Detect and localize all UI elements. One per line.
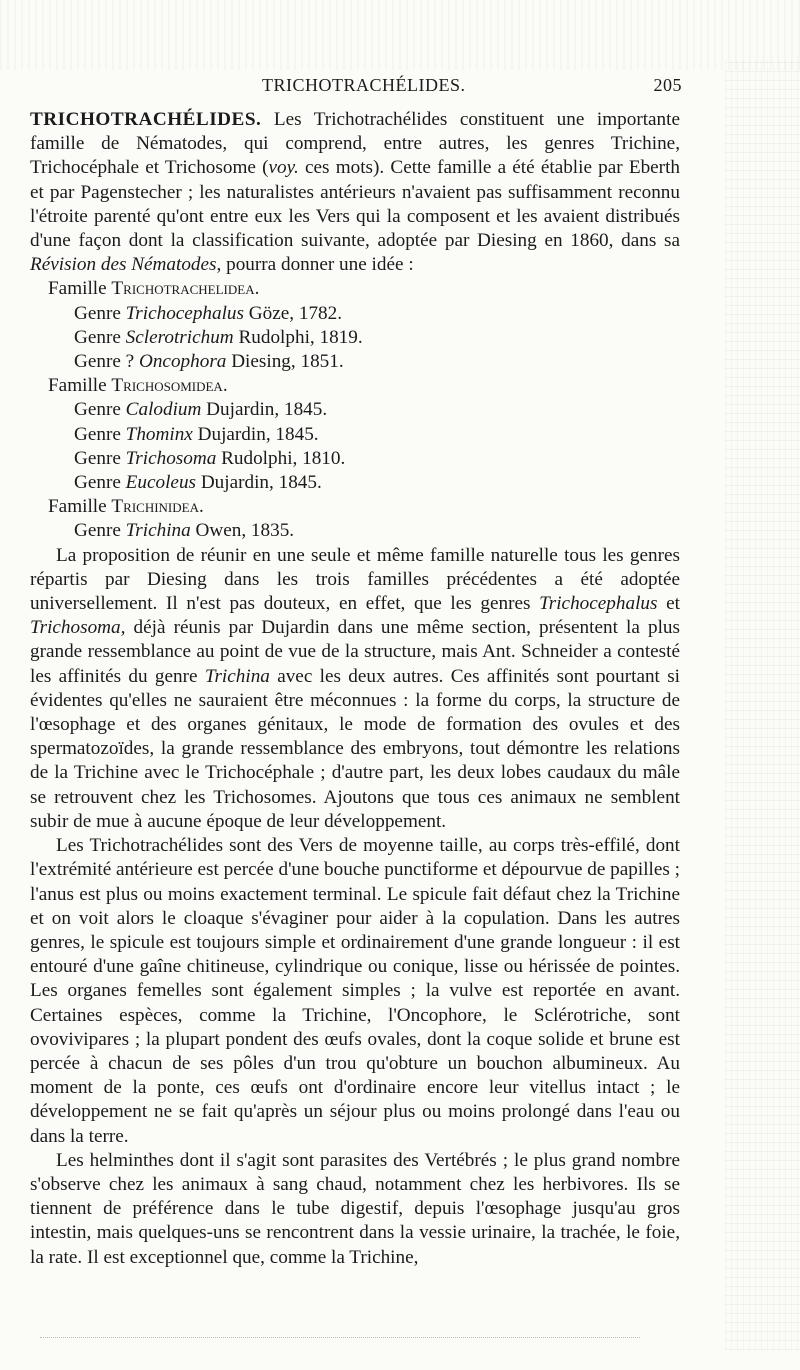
- classification-list: [30, 277, 680, 543]
- scan-noise-top: [0, 0, 800, 70]
- genre-author: Dujardin, 1845.: [196, 472, 322, 494]
- genre-prefix: Genre: [74, 399, 126, 421]
- genre-line: [30, 471, 680, 495]
- genre-name: Sclerotrichum: [125, 326, 234, 348]
- entry-heading: TRICHOTRACHÉLIDES.: [30, 109, 262, 130]
- intro-text-3: , pourra donner une idée :: [216, 254, 414, 276]
- intro-text-1: Les Trichotrachélides constituent une importante famille de Nématodes, qui comprend, entre autres, les genres Trichine, Trichocéphale et Trichosome (: [30, 109, 680, 179]
- famille-name: Trichinidea.: [111, 496, 204, 518]
- genre-prefix: Genre ?: [74, 351, 139, 373]
- famille-line: [30, 374, 680, 398]
- page-number: 205: [653, 75, 682, 95]
- scan-bottom-artifact: [40, 1337, 640, 1339]
- paragraph-description: Les Trichotrachélides sont des Vers de moyenne taille, au corps très-effilé, dont l'extrémité antérieure est percée d'une bouche punctiforme et dépourvue de papilles ; l'anus est plus ou moins exactement terminal. Le spicule fait défaut chez la Trichine et on voit alors le cloaque s'évaginer pour aider à la copulation. Dans les autres genres, le spicule est toujours simple et ordinairement d'une grande longueur : il est entouré d'une gaîne chitineuse, cylindrique ou conique, lisse ou hérissée de pointes. Les organes femelles sont également simples ; la vulve est reportée en avant. Certaines espèces, comme la Trichine, l'Oncophore, le Sclérotriche, sont ovovivipares ; la plupart pondent des œufs ovales, dont la coque solide et brune est percée à chacun de ses pôles d'un trou qu'obture un bouchon albumineux. Au moment de la ponte, ces œufs ont d'ordinaire encore leur vitellus intact ; le développement ne se fait qu'après un séjour plus ou moins prolongé dans l'eau ou dans la terre.: [30, 835, 680, 1147]
- para2-text-2: et: [657, 593, 680, 615]
- genre-line: [30, 326, 680, 350]
- genre-name: Eucoleus: [125, 472, 197, 494]
- genre-author: Owen, 1835.: [190, 520, 295, 542]
- famille-line: [30, 277, 680, 301]
- genre-line: [30, 423, 680, 447]
- scan-noise-right-margin: [725, 60, 800, 1350]
- genre-author: Diesing, 1851.: [226, 351, 344, 373]
- genre-line: [30, 519, 680, 543]
- paragraph-affinities: [30, 544, 680, 834]
- famille-name: Trichotrachelidea.: [111, 278, 260, 300]
- genre-author: Dujardin, 1845.: [192, 423, 319, 445]
- intro-paragraph: [30, 108, 680, 277]
- genre-name: Trichosoma: [125, 447, 217, 469]
- genre-prefix: Genre: [74, 447, 126, 469]
- famille-label: Famille: [48, 496, 112, 518]
- running-title: TRICHOTRACHÉLIDES.: [262, 75, 466, 95]
- para2-genus-trichocephalus: Trichocephalus: [539, 593, 658, 615]
- paragraph-habitat: Les helminthes dont il s'agit sont parasites des Vertébrés ; le plus grand nombre s'observe chez les animaux à sang chaud, notamment chez les herbivores. Ils se tiennent de préférence dans le tube digestif, depuis l'œsophage jusqu'au gros intestin, mais quelques-uns se rencontrent dans la vessie urinaire, la trachée, le foie, la rate. Il est exceptionnel que, comme la Trichine,: [30, 1149, 680, 1268]
- famille-name: Trichosomidea.: [111, 375, 228, 397]
- genre-prefix: Genre: [74, 520, 126, 542]
- genre-prefix: Genre: [74, 472, 126, 494]
- article-body: [30, 108, 680, 1270]
- genre-name: Calodium: [125, 399, 202, 421]
- para2-genus-trichosoma: Trichosoma,: [30, 617, 126, 639]
- intro-revision-title: Révision des Nématodes: [30, 254, 217, 276]
- para2-text-3: déjà réunis par Dujardin dans une même section, présentent la plus grande ressemblance au point de vue de la structure, mais Ant. Schneider a contesté les affinités du genre: [30, 617, 680, 687]
- genre-name: Trichina: [125, 520, 191, 542]
- genre-author: Göze, 1782.: [244, 302, 343, 324]
- genre-author: Rudolphi, 1819.: [233, 326, 363, 348]
- genre-line: [30, 447, 680, 471]
- genre-name: Thominx: [125, 423, 193, 445]
- genre-line: [30, 398, 680, 422]
- genre-line: [30, 302, 680, 326]
- genre-prefix: Genre: [74, 302, 126, 324]
- famille-label: Famille: [48, 375, 112, 397]
- intro-text-2: ces mots). Cette famille a été établie par Eberth et par Pagenstecher ; les naturalistes antérieurs n'avaient pas suffisamment reconnu l'étroite parenté qu'ont entre eux les Vers qui la composent et les avaient distribués d'une façon dont la classification suivante, adoptée par Diesing en 1860, dans sa: [30, 157, 680, 252]
- para2-text-1: La proposition de réunir en une seule et même famille naturelle tous les genres répartis par Diesing dans les trois familles précédentes a été adoptée universellement. Il n'est pas douteux, en effet, que les genres: [30, 544, 680, 615]
- genre-author: Dujardin, 1845.: [201, 399, 328, 421]
- intro-voy: voy.: [268, 157, 299, 179]
- genre-author: Rudolphi, 1810.: [216, 447, 346, 469]
- genre-prefix: Genre: [74, 326, 126, 348]
- running-header: [262, 75, 682, 96]
- genre-line: [30, 350, 680, 374]
- para2-text-4: avec les deux autres. Ces affinités sont pourtant si évidentes qu'elles ne sauraient être méconnues : la forme du corps, la structure de l'œsophage et des organes génitaux, le mode de formation des ovules et des spermatozoïdes, la grande ressemblance des embryons, tout démontre les relations de la Trichine avec le Trichocéphale ; d'autre part, les deux lobes caudaux du mâle se retrouvent chez les Trichosomes. Ajoutons que tous ces animaux ne semblent subir de mue à aucune époque de leur développement.: [30, 665, 680, 832]
- genre-prefix: Genre: [74, 423, 126, 445]
- genre-name: Oncophora: [138, 351, 227, 373]
- para2-genus-trichina: Trichina: [204, 665, 270, 687]
- genre-name: Trichocephalus: [125, 302, 244, 324]
- famille-label: Famille: [48, 278, 112, 300]
- famille-line: [30, 495, 680, 519]
